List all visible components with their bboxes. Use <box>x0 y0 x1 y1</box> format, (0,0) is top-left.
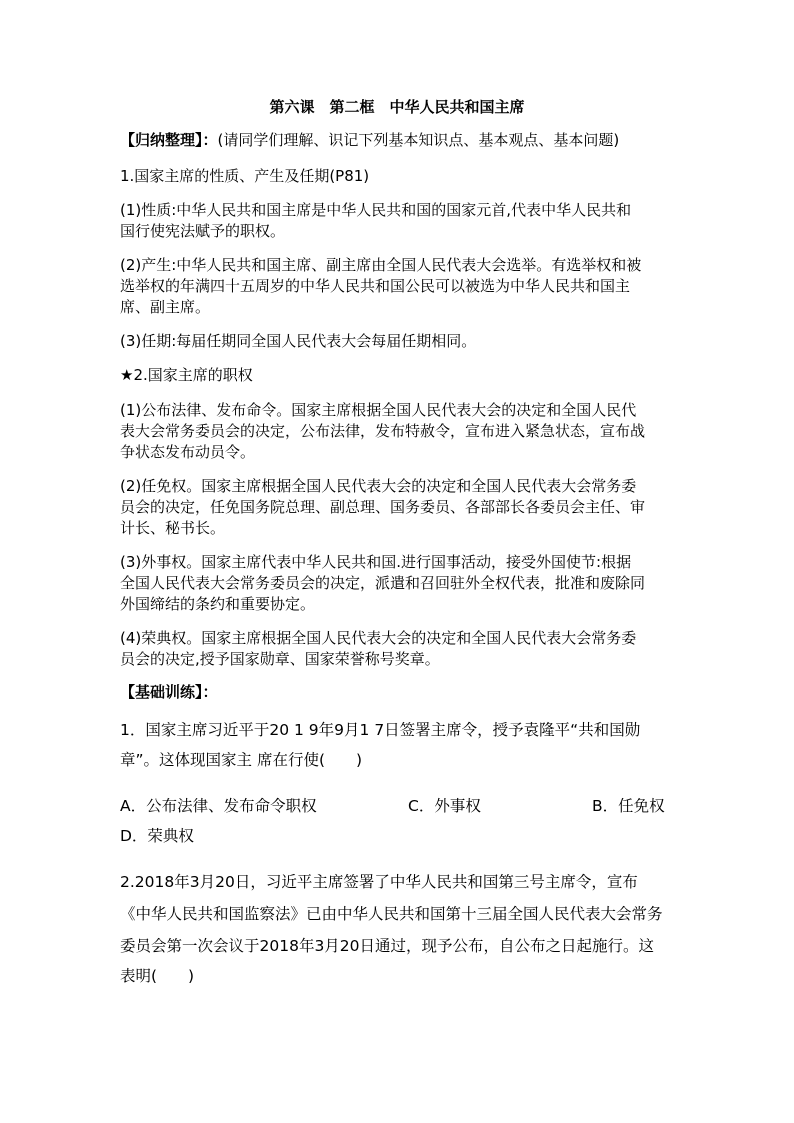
summary-line <box>120 130 619 150</box>
paragraph-line: 外国缔结的条约和重要协定。 <box>120 595 316 613</box>
option-b: B．任免权 <box>592 797 665 815</box>
paragraph-line: 争状态发布动员令。 <box>120 443 256 461</box>
summary-heading: 【归纳整理】： <box>120 131 218 149</box>
training-heading: 【基础训练】： <box>120 683 218 701</box>
question-2-line: 委员会第一次会议于2018年3月20日通过，现予公布，自公布之日起施行。这 <box>120 937 655 955</box>
paragraph-line: 员会的决定，任免国务院总理、副总理、国务委员、各部部长各委员会主任、审 <box>120 498 646 516</box>
section-1-heading: 1.国家主席的性质、产生及任期(P81) <box>120 167 370 185</box>
paragraph-line: 员会的决定,授予国家勋章、国家荣誉称号奖章。 <box>120 650 440 668</box>
paragraph-line: 表大会常务委员会的决定，公布法律，发布特赦令，宣布进入紧急状态，宣布战 <box>120 422 646 440</box>
paragraph-line: 国行使宪法赋予的职权。 <box>120 222 286 240</box>
summary-note: (请同学们理解、识记下列基本知识点、基本观点、基本问题) <box>217 131 620 149</box>
question-1-line: 章”。这体现国家主 席在行使( ) <box>120 751 363 769</box>
question-2-line: 表明( ) <box>120 967 195 985</box>
paragraph-line: (2)任免权。国家主席根据全国人民代表大会的决定和全国人民代表大会常务委 <box>120 477 637 495</box>
paragraph-line: (1)性质:中华人民共和国主席是中华人民共和国的国家元首,代表中华人民共和 <box>120 201 632 219</box>
paragraph-line: (3)外事权。国家主席代表中华人民共和国.进行国事活动，接受外国使节:根据 <box>120 553 632 571</box>
paragraph-line: (2)产生:中华人民共和国主席、副主席由全国人民代表大会选举。有选举权和被 <box>120 256 642 274</box>
question-1-line: 1．国家主席习近平于20 1 9年9月1 7日签署主席令，授予袁隆平“共和国勋 <box>120 721 641 739</box>
question-2-line: 《中华人民共和国监察法》已由中华人民共和国第十三届全国人民代表大会常务 <box>120 905 663 923</box>
option-d: D．荣典权 <box>120 827 194 845</box>
lesson-title: 第六课 第二框 中华人民共和国主席 <box>269 98 525 116</box>
paragraph-line: 计长、秘书长。 <box>120 519 226 537</box>
section-2-heading: ★2.国家主席的职权 <box>120 366 253 384</box>
paragraph-line: (1)公布法律、发布命令。国家主席根据全国人民代表大会的决定和全国人民代 <box>120 401 637 419</box>
option-a: A．公布法律、发布命令职权 <box>120 797 317 815</box>
paragraph-line: (3)任期:每届任期同全国人民代表大会每届任期相同。 <box>120 332 477 350</box>
option-c: C．外事权 <box>408 797 481 815</box>
paragraph-line: 全国人民代表大会常务委员会的决定，派遣和召回驻外全权代表，批准和废除同 <box>120 574 646 592</box>
paragraph-line: (4)荣典权。国家主席根据全国人民代表大会的决定和全国人民代表大会常务委 <box>120 629 637 647</box>
paragraph-line: 选举权的年满四十五周岁的中华人民共和国公民可以被选为中华人民共和国主 <box>120 277 631 295</box>
question-2-line: 2.2018年3月20日，习近平主席签署了中华人民共和国第三号主席令，宣布 <box>120 873 638 891</box>
paragraph-line: 席、副主席。 <box>120 298 211 316</box>
